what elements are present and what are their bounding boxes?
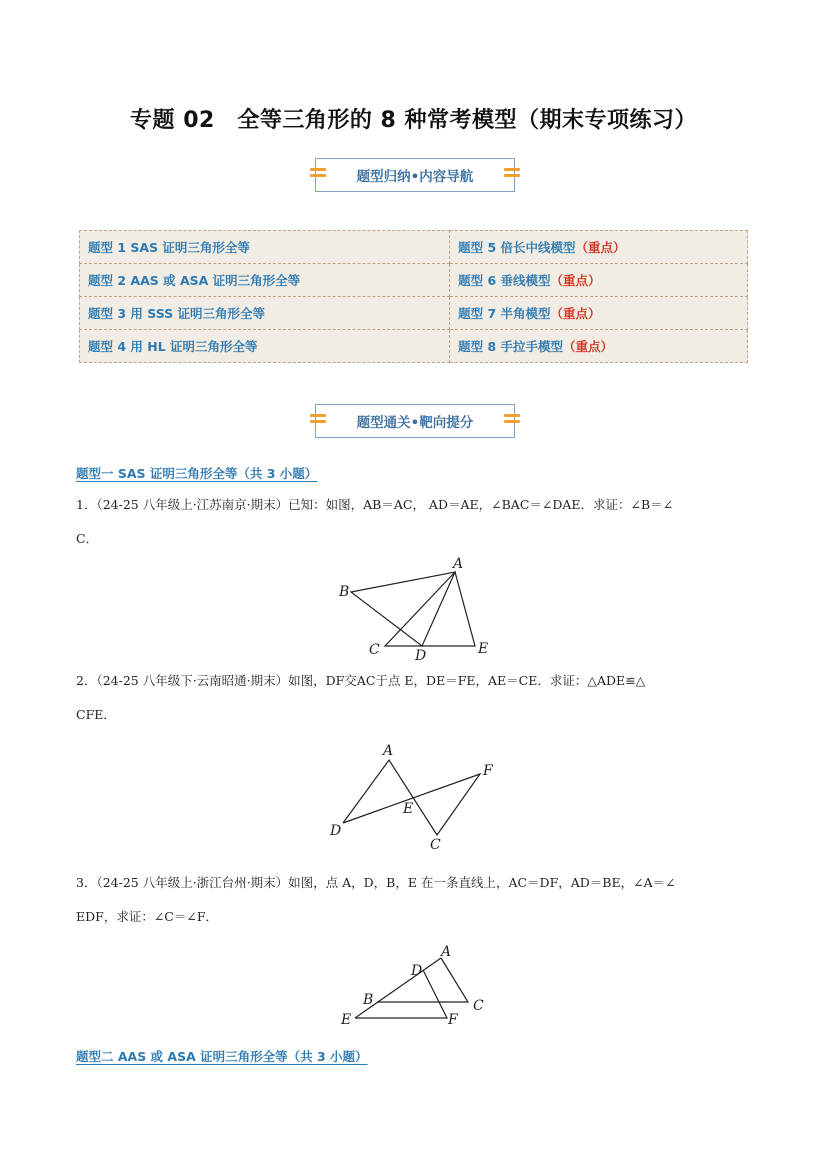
nav-item-topic-3[interactable]: 题型 3 用 SSS 证明三角形全等 xyxy=(80,297,450,330)
bowtie-figure xyxy=(343,760,480,835)
point-label: A xyxy=(383,743,394,759)
figure-problem-1 xyxy=(330,552,500,662)
banner-content-nav xyxy=(315,158,515,192)
nav-item-topic-7[interactable]: 题型 7 半角模型（重点） xyxy=(450,297,748,330)
figure-problem-2 xyxy=(325,738,510,856)
problem-3-text: 3．（24-25 八年级上·浙江台州·期末）如图，点 A，D，B，E 在一条直线上，AC＝DF，AD＝BE，∠A＝∠ EDF，求证：∠C＝∠F． xyxy=(76,875,676,924)
line-aedb xyxy=(355,958,441,1018)
point-label: E xyxy=(403,801,414,817)
point-label: E xyxy=(478,641,489,657)
nav-item-topic-1[interactable]: 题型 1 SAS 证明三角形全等 xyxy=(80,231,450,264)
topic-nav-table xyxy=(79,230,748,363)
banner-deco-right-icon xyxy=(504,168,520,182)
table-row xyxy=(80,330,748,363)
point-label: D xyxy=(415,648,427,662)
page-title: 专题 02 全等三角形的 8 种常考模型（期末专项练习） xyxy=(130,108,697,133)
problem-1-text: 1．（24-25 八年级上·江苏南京·期末）已知：如图，AB＝AC， AD＝AE，∠BAC＝∠DAE．求证：∠B＝∠ C． xyxy=(76,497,674,546)
banner-label: 题型归纳•内容导航 xyxy=(356,169,474,185)
nav-item-topic-2[interactable]: 题型 2 AAS 或 ASA 证明三角形全等 xyxy=(80,264,450,297)
table-row xyxy=(80,231,748,264)
point-label: E xyxy=(341,1012,352,1028)
banner-practice xyxy=(315,404,515,438)
point-label: C xyxy=(473,998,484,1014)
banner-deco-left-icon xyxy=(310,168,326,182)
point-label: F xyxy=(448,1012,458,1028)
nav-item-topic-4[interactable]: 题型 4 用 HL 证明三角形全等 xyxy=(80,330,450,363)
figure-problem-3 xyxy=(335,938,495,1030)
point-label: D xyxy=(411,963,423,979)
table-row xyxy=(80,297,748,330)
section-heading-sas[interactable]: 题型一 SAS 证明三角形全等（共 3 小题） xyxy=(76,466,318,481)
banner-deco-right-icon xyxy=(504,414,520,428)
triangle-abd xyxy=(351,572,455,646)
nav-item-topic-6[interactable]: 题型 6 垂线模型（重点） xyxy=(450,264,748,297)
point-label: D xyxy=(330,823,342,839)
banner-label: 题型通关•靶向提分 xyxy=(356,415,474,431)
point-label: B xyxy=(363,992,374,1008)
point-label: A xyxy=(453,556,464,572)
point-label: C xyxy=(430,837,441,853)
nav-item-topic-8[interactable]: 题型 8 手拉手模型（重点） xyxy=(450,330,748,363)
point-label: F xyxy=(483,763,493,779)
point-label: C xyxy=(369,642,380,658)
problem-2-text: 2．（24-25 八年级下·云南昭通·期末）如图，DF交AC于点 E，DE＝FE，AE＝CE．求证：△ADE≌△ CFE． xyxy=(76,673,646,722)
triangle-abc-sides xyxy=(377,958,468,1002)
point-label: A xyxy=(441,944,452,960)
section-heading-aas-asa[interactable]: 题型二 AAS 或 ASA 证明三角形全等（共 3 小题） xyxy=(76,1049,368,1064)
point-label: B xyxy=(339,584,350,600)
nav-item-topic-5[interactable]: 题型 5 倍长中线模型（重点） xyxy=(450,231,748,264)
banner-deco-left-icon xyxy=(310,414,326,428)
table-row xyxy=(80,264,748,297)
